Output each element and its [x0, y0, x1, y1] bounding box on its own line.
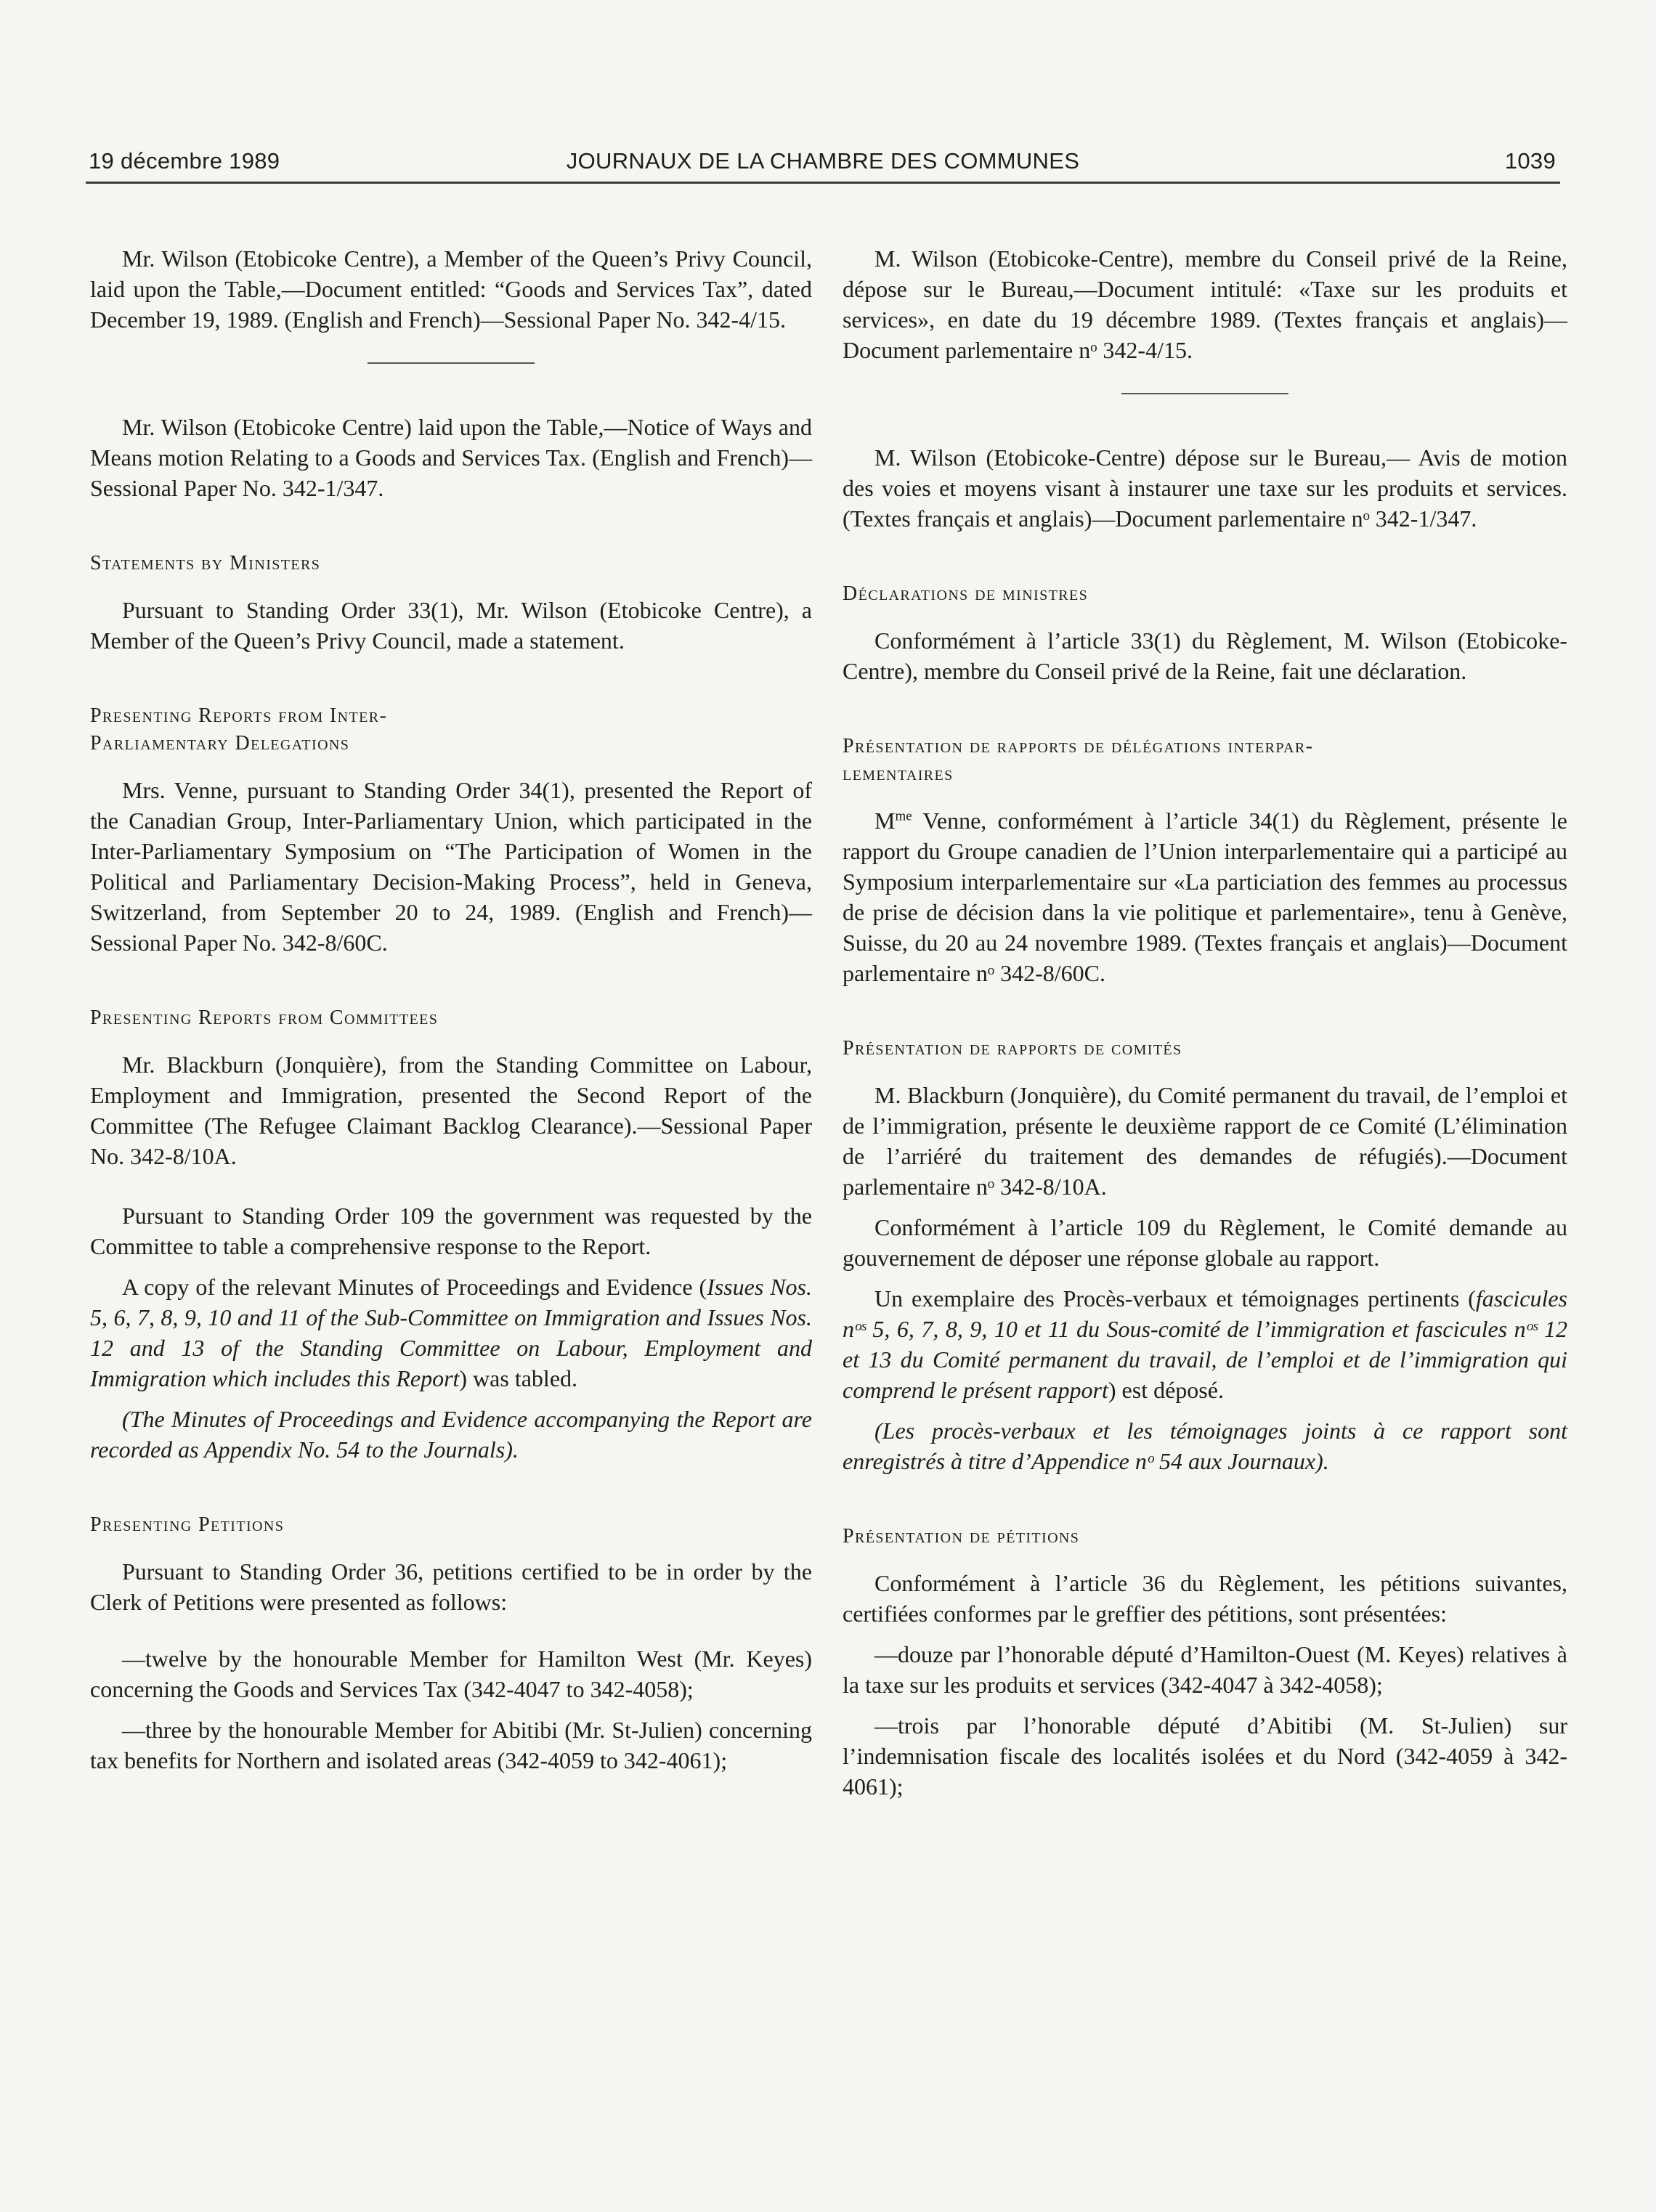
french-column — [843, 243, 1567, 1802]
english-column — [90, 243, 812, 1776]
heading-declarations-ministres: Déclarations de ministres — [843, 582, 1089, 605]
header-page-number: 1039 — [1504, 148, 1556, 174]
header-date: 19 décembre 1989 — [89, 148, 280, 174]
text-run: M — [874, 808, 896, 834]
heading-line: Presenting Reports from Inter- — [90, 704, 388, 727]
paragraph-declaration: Conformément à l’article 33(1) du Règlement, M. Wilson (Etobicoke-Centre), membre du Conseil privé de la Reine, fait une déclaration. — [843, 627, 1567, 684]
text-run: ) was tabled. — [459, 1365, 578, 1391]
paragraph-document-tabled: Mr. Wilson (Etobicoke Centre), a Member of the Queen’s Privy Council, laid upon the Table,—Document entitled: “Goods and Services Tax”, dated December 19, 1989. (English and French)—Sessional Paper No. 342-4/15. — [90, 245, 812, 333]
text-run: A copy of the relevant Minutes of Proceedings and Evidence ( — [122, 1274, 707, 1300]
paragraph-exemplaire-depose — [843, 1283, 1567, 1405]
header-title: JOURNAUX DE LA CHAMBRE DES COMMUNES — [566, 148, 1080, 174]
paragraph-petition-hamilton: —twelve by the honourable Member for Hamilton West (Mr. Keyes) concerning the Goods and Services Tax (342-4047 to 342-4058); — [90, 1646, 812, 1702]
paragraph-petitions-intro: Pursuant to Standing Order 36, petitions certified to be in order by the Clerk of Petitions were presented as follows: — [90, 1558, 812, 1615]
heading-line: Parliamentary Delegations — [90, 732, 350, 755]
heading-inter-parliamentary-reports — [90, 702, 812, 757]
italic-run: fascicules nᵒˢ 5, 6, 7, 8, 9, 10 et 11 du Sous-comité de l’immigration et fascicules nᵒˢ 12 et 13 du Comité permanent du travail, de l’emploi et de l’immigration qui comprend le présent rapport — [843, 1285, 1567, 1403]
paragraph-rapport-venne — [843, 805, 1567, 988]
paragraph-ministers-statement: Pursuant to Standing Order 33(1), Mr. Wilson (Etobicoke Centre), a Member of the Queen’s Privy Council, made a statement. — [90, 597, 812, 654]
superscript: me — [895, 808, 912, 824]
text-run: ) est déposé. — [1108, 1377, 1224, 1403]
paragraph-rapport-blackburn: M. Blackburn (Jonquière), du Comité permanent du travail, de l’emploi et de l’immigration, présente le deuxième rapport de ce Comité (L’élimination de l’arriéré du traitement des demandes de réfugiés).—Document parlementaire nᵒ 342-8/10A. — [843, 1082, 1567, 1200]
text-run: Venne, conformément à l’article 34(1) du Règlement, présente le rapport du Groupe canadien de l’Union interparlementaire qui a participé au Symposium interparlementaire sur «La particiation des femmes au processus de prise de décision dans la vie politique et parlementaire», tenu à Genève, Suisse, du 20 au 24 novembre 1989. (Textes français et anglais)—Document parlementaire nᵒ 342-8/60C. — [843, 808, 1567, 986]
paragraph-avis-motion: M. Wilson (Etobicoke-Centre) dépose sur le Bureau,— Avis de motion des voies et moyens visant à instaurer une taxe sur les produits et services. (Textes français et anglais)—Document parlementaire nᵒ 342-1/347. — [843, 444, 1567, 532]
paragraph-appendice-note: (Les procès-verbaux et les témoignages joints à ce rapport sont enregistrés à titre d’Appendice nᵒ 54 aux Journaux). — [843, 1418, 1567, 1474]
paragraph-venne-report: Mrs. Venne, pursuant to Standing Order 34(1), presented the Report of the Canadian Group, Inter-Parliamentary Union, which participated in the Inter-Parliamentary Symposium on “The Participation of Women in the Political and Parliamentary Decision-Making Process”, held in Geneva, Switzerland, from September 20 to 24, 1989. (English and French)—Sessional Paper No. 342-8/60C. — [90, 777, 812, 956]
paragraph-blackburn-report: Mr. Blackburn (Jonquière), from the Standing Committee on Labour, Employment and Immigration, presented the Second Report of the Committee (The Refugee Claimant Backlog Clearance).—Sessional Paper No. 342-8/10A. — [90, 1052, 812, 1169]
heading-rapports-delegations — [843, 733, 1567, 788]
paragraph-document-depose: M. Wilson (Etobicoke-Centre), membre du Conseil privé de la Reine, dépose sur le Bureau,—Document intitulé: «Taxe sur les produits et services», en date du 19 décembre 1989. (Textes français et anglais)—Document parlementaire nᵒ 342-4/15. — [843, 245, 1567, 363]
paragraph-petitions-intro-fr: Conformément à l’article 36 du Règlement, les pétitions suivantes, certifiées conformes par le greffier des pétitions, sont présentées: — [843, 1570, 1567, 1627]
heading-committee-reports: Presenting Reports from Committees — [90, 1007, 439, 1029]
heading-presenting-petitions: Presenting Petitions — [90, 1513, 285, 1536]
italic-run: Issues Nos. 5, 6, 7, 8, 9, 10 and 11 of the Sub-Committee on Immigration and Issues Nos. 12 and 13 of the Standing Committee on Labour, Employment and Immigration which includes this Report — [90, 1274, 813, 1391]
separator-rule — [368, 362, 535, 364]
heading-statements-by-ministers: Statements by Ministers — [90, 552, 321, 574]
page-header — [86, 144, 1560, 184]
paragraph-petition-hamilton-fr: —douze par l’honorable député d’Hamilton-Ouest (M. Keyes) relatives à la taxe sur les produits et services (342-4047 à 342-4058); — [843, 1641, 1567, 1698]
paragraph-reponse-globale: Conformément à l’article 109 du Règlement, le Comité demande au gouvernement de déposer une réponse globale au rapport. — [843, 1214, 1567, 1271]
text-run: Un exemplaire des Procès-verbaux et témoignages pertinents ( — [874, 1285, 1476, 1312]
paragraph-minutes-tabled — [90, 1272, 812, 1394]
paragraph-petition-abitibi: —three by the honourable Member for Abitibi (Mr. St-Julien) concerning tax benefits for Northern and isolated areas (342-4059 to 342-4061); — [90, 1717, 812, 1773]
heading-line: Présentation de rapports de délégations interpar- — [843, 735, 1314, 757]
paragraph-government-response: Pursuant to Standing Order 109 the government was requested by the Committee to table a comprehensive response to the Report. — [90, 1203, 812, 1259]
heading-presentation-petitions: Présentation de pétitions — [843, 1525, 1080, 1548]
separator-rule — [1121, 393, 1288, 394]
paragraph-ways-means-notice: Mr. Wilson (Etobicoke Centre) laid upon the Table,—Notice of Ways and Means motion Relating to a Goods and Services Tax. (English and French)—Sessional Paper No. 342-1/347. — [90, 414, 812, 501]
paragraph-appendix-note: (The Minutes of Proceedings and Evidence accompanying the Report are recorded as Appendix No. 54 to the Journals). — [90, 1406, 812, 1463]
paragraph-petition-abitibi-fr: —trois par l’honorable député d’Abitibi (M. St-Julien) sur l’indemnisation fiscale des localités isolées et du Nord (342-4059 à 342-4061); — [843, 1712, 1567, 1800]
heading-line: lementaires — [843, 763, 954, 785]
heading-rapports-comites: Présentation de rapports de comités — [843, 1037, 1182, 1060]
